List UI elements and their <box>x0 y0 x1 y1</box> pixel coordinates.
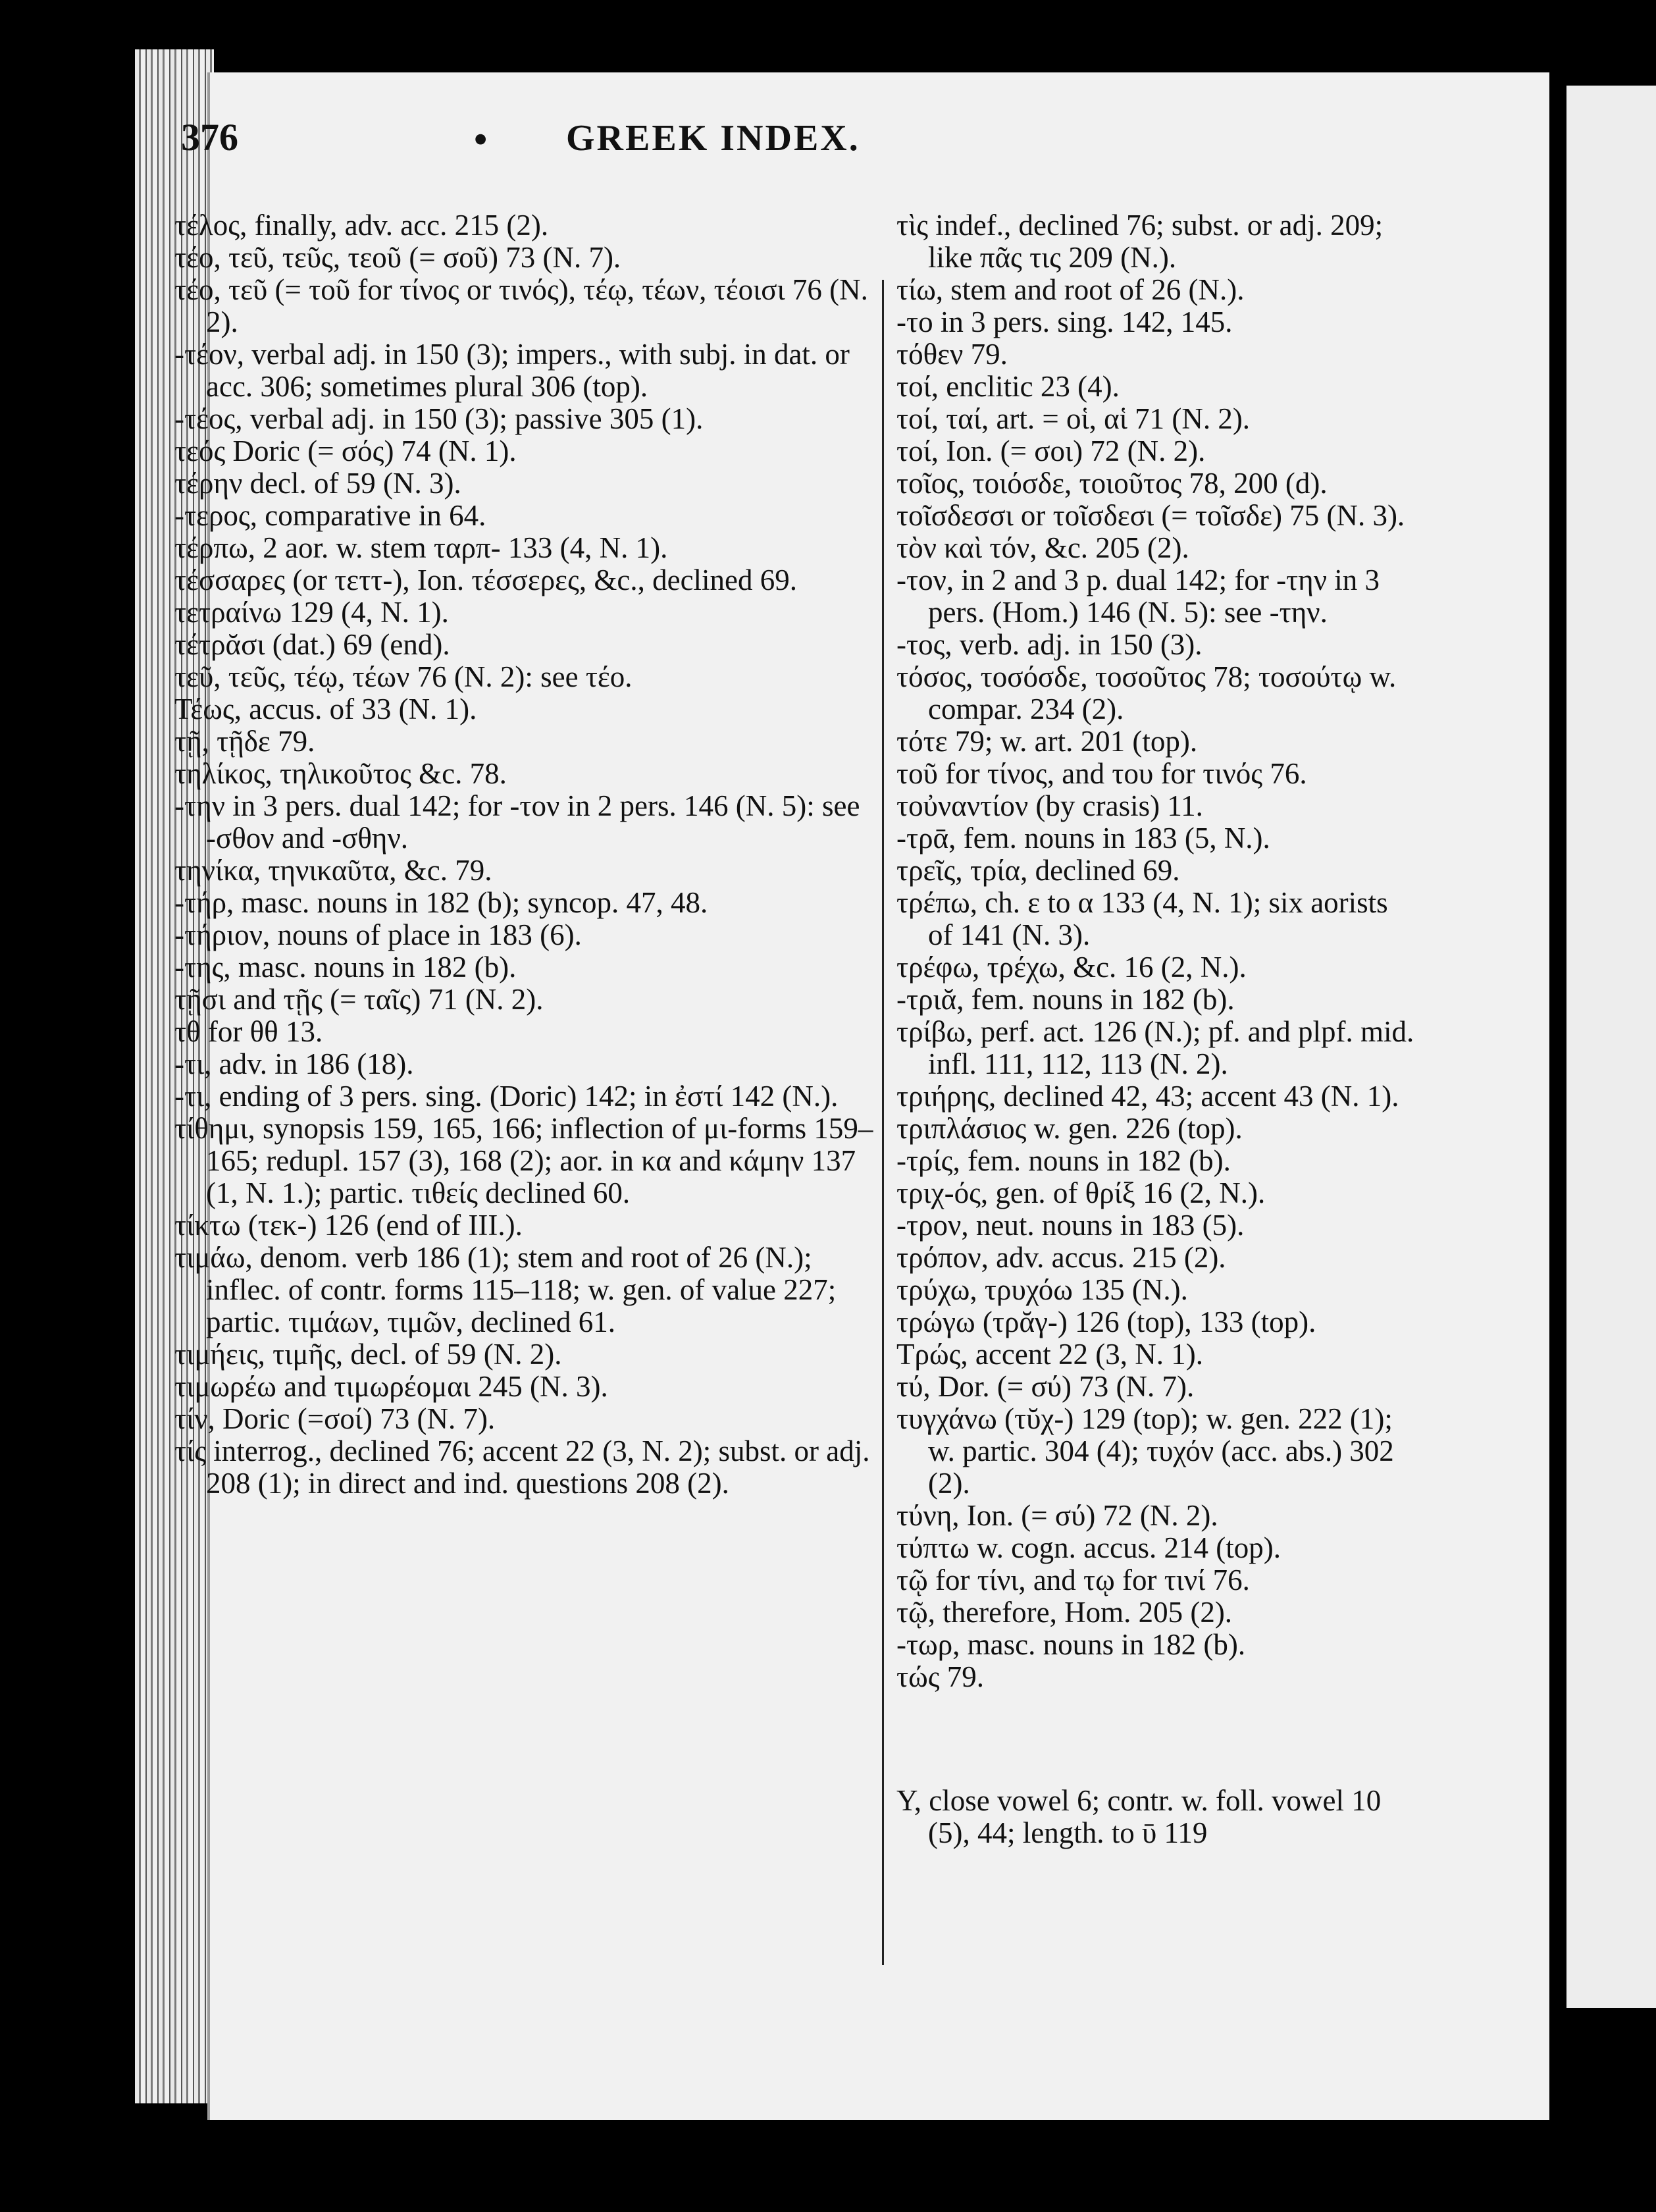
index-entry: τίν, Doric (=σοί) 73 (N. 7). <box>174 1402 496 1435</box>
index-entry: τθ for θθ 13. <box>174 1015 323 1048</box>
index-entry: τέτρᾰσι (dat.) 69 (end). <box>174 628 450 661</box>
index-entry: -το in 3 pers. sing. 142, 145. <box>896 305 1233 338</box>
index-entry: τιμάω, denom. verb 186 (1); stem and root of 26 (N.); inflec. of contr. forms 115–118; w. gen. of value 227; partic. τιμάων, τιμῶν, declined 61. <box>174 1241 837 1338</box>
index-entry: Τρώς, accent 22 (3, N. 1). <box>896 1338 1203 1371</box>
index-entry: τύπτω w. cogn. accus. 214 (top). <box>896 1531 1281 1564</box>
index-entry: τηλίκος, τηλικοῦτος &c. 78. <box>174 757 507 790</box>
index-entry: τότε 79; w. art. 201 (top). <box>896 725 1198 758</box>
index-entry: τοὐναντίον (by crasis) 11. <box>896 789 1203 822</box>
index-entry: τὸν καὶ τόν, &c. 205 (2). <box>896 531 1189 564</box>
running-head: GREEK INDEX. <box>566 118 860 159</box>
index-entry: -την in 3 pers. dual 142; for -τον in 2 pers. 146 (N. 5): see -σθον and -σθην. <box>174 789 860 855</box>
facing-page-edge <box>1566 86 1656 2008</box>
index-entry: τὶς indef., declined 76; subst. or adj. 209; like πᾶς τις 209 (N.). <box>896 209 1384 274</box>
index-entry: τετραίνω 129 (4, N. 1). <box>174 596 449 629</box>
index-entry: τοῦ for τίνος, and του for τινός 76. <box>896 757 1307 790</box>
index-entry: τηνίκα, τηνικαῦτα, &c. 79. <box>174 854 492 887</box>
index-entry: τριχ-ός, gen. of θρίξ 16 (2, N.). <box>896 1176 1266 1209</box>
index-entry: τέρην decl. of 59 (N. 3). <box>174 467 461 500</box>
index-entry: τίκτω (τεκ-) 126 (end of III.). <box>174 1209 523 1242</box>
index-entry: τέσσαρες (or τεττ-), Ion. τέσσερες, &c., declined 69. <box>174 564 798 596</box>
index-entry: τύ, Dor. (= σύ) 73 (N. 7). <box>896 1370 1195 1403</box>
index-entry: τρόπον, adv. accus. 215 (2). <box>896 1241 1226 1274</box>
index-entry: τρεῖς, τρία, declined 69. <box>896 854 1180 887</box>
index-entry: τόθεν 79. <box>896 338 1008 371</box>
index-entry: τεός Doric (= σός) 74 (N. 1). <box>174 434 517 467</box>
index-entry: τέο, τεῦ (= τοῦ for τίνος or τινός), τέῳ, τέων, τέοισι 76 (N. 2). <box>174 273 868 338</box>
index-entry: τῇσι and τῇς (= ταῖς) 71 (N. 2). <box>174 983 544 1016</box>
page-number: 376 <box>181 116 238 159</box>
index-entry: -τερος, comparative in 64. <box>174 499 486 532</box>
index-column-right <box>896 209 1416 1849</box>
index-entry: -τος, verb. adj. in 150 (3). <box>896 628 1203 661</box>
index-entry: Τέως, accus. of 33 (N. 1). <box>174 693 477 725</box>
index-entry: τέο, τεῦ, τεῦς, τεοῦ (= σοῦ) 73 (N. 7). <box>174 241 621 274</box>
index-entry: τέλος, finally, adv. acc. 215 (2). <box>174 209 549 242</box>
index-entry: τίθημι, synopsis 159, 165, 166; inflection of μι-forms 159–165; redupl. 157 (3), 168 (2); aor. in κα and κάμην 137 (1, N. 1.); partic. τιθείς declined 60. <box>174 1112 873 1209</box>
index-entry: τιμωρέω and τιμωρέομαι 245 (N. 3). <box>174 1370 608 1403</box>
index-entry: τρέφω, τρέχω, &c. 16 (2, N.). <box>896 951 1247 984</box>
index-entry: τέρπω, 2 aor. w. stem ταρπ- 133 (4, N. 1). <box>174 531 668 564</box>
index-entry: τοῖσδεσσι or τοῖσδεσι (= τοῖσδε) 75 (N. 3). <box>896 499 1405 532</box>
index-entry: -τήρ, masc. nouns in 182 (b); syncop. 47, 48. <box>174 886 708 919</box>
index-entry: τῷ for τίνι, and τῳ for τινί 76. <box>896 1564 1250 1596</box>
index-entry: τοί, enclitic 23 (4). <box>896 370 1120 403</box>
index-entry: τόσος, τοσόσδε, τοσοῦτος 78; τοσούτῳ w. compar. 234 (2). <box>896 660 1397 725</box>
entry-spacer <box>896 1723 1416 1755</box>
index-entry: -τέον, verbal adj. in 150 (3); impers., with subj. in dat. or acc. 306; sometimes plural 306 (top). <box>174 338 850 403</box>
index-entry: -τρον, neut. nouns in 183 (5). <box>896 1209 1245 1242</box>
index-entry: τεῦ, τεῦς, τέῳ, τέων 76 (N. 2): see τέο. <box>174 660 633 693</box>
index-entry: τίω, stem and root of 26 (N.). <box>896 273 1245 306</box>
index-column-left <box>174 209 875 1500</box>
index-entry: τριπλάσιος w. gen. 226 (top). <box>896 1112 1243 1145</box>
index-entry: -τι, ending of 3 pers. sing. (Doric) 142; in ἐστί 142 (N.). <box>174 1080 839 1113</box>
index-entry: -τριᾰ, fem. nouns in 182 (b). <box>896 983 1235 1016</box>
index-entry: -τρίς, fem. nouns in 182 (b). <box>896 1144 1231 1177</box>
index-entry: τρίβω, perf. act. 126 (N.); pf. and plpf. mid. infl. 111, 112, 113 (N. 2). <box>896 1015 1414 1080</box>
index-entry: τρέπω, ch. ε to α 133 (4, N. 1); six aorists of 141 (N. 3). <box>896 886 1388 951</box>
index-entry: τοί, ταί, art. = οἱ, αἱ 71 (N. 2). <box>896 402 1251 435</box>
index-entry: -τήριον, nouns of place in 183 (6). <box>174 918 582 951</box>
index-entry: τίς interrog., declined 76; accent 22 (3, N. 2); subst. or adj. 208 (1); in direct and ind. questions 208 (2). <box>174 1435 870 1500</box>
index-entry: τυγχάνω (τῠχ-) 129 (top); w. gen. 222 (1); w. partic. 304 (4); τυχόν (acc. abs.) 302 (2). <box>896 1402 1394 1500</box>
index-entry: τῷ, therefore, Hom. 205 (2). <box>896 1596 1233 1629</box>
index-entry: τοῖος, τοιόσδε, τοιοῦτος 78, 200 (d). <box>896 467 1328 500</box>
index-entry: -τον, in 2 and 3 p. dual 142; for -την in 3 pers. (Hom.) 146 (N. 5): see -την. <box>896 564 1380 629</box>
header-dot: • <box>474 118 488 161</box>
index-entry: -τι, adv. in 186 (18). <box>174 1047 414 1080</box>
index-entry: τιμήεις, τιμῆς, decl. of 59 (N. 2). <box>174 1338 562 1371</box>
index-entry: τύνη, Ion. (= σύ) 72 (N. 2). <box>896 1499 1218 1532</box>
index-entry: τῇ, τῇδε 79. <box>174 725 315 758</box>
index-entry: -τωρ, masc. nouns in 182 (b). <box>896 1628 1246 1661</box>
index-entry: τρύχω, τρυχόω 135 (N.). <box>896 1273 1188 1306</box>
index-entry: τοί, Ion. (= σοι) 72 (N. 2). <box>896 434 1206 467</box>
index-entry: -τέος, verbal adj. in 150 (3); passive 305 (1). <box>174 402 704 435</box>
index-entry: -της, masc. nouns in 182 (b). <box>174 951 517 984</box>
index-entry: -τρᾱ, fem. nouns in 183 (5, N.). <box>896 822 1270 855</box>
column-rule <box>882 280 884 1965</box>
index-entry: τρώγω (τρᾰγ-) 126 (top), 133 (top). <box>896 1305 1316 1338</box>
index-entry: τώς 79. <box>896 1660 985 1693</box>
index-entry: Υ, close vowel 6; contr. w. foll. vowel 10 (5), 44; length. to ῡ 119 <box>896 1784 1382 1849</box>
index-entry: τριήρης, declined 42, 43; accent 43 (N. 1). <box>896 1080 1399 1113</box>
